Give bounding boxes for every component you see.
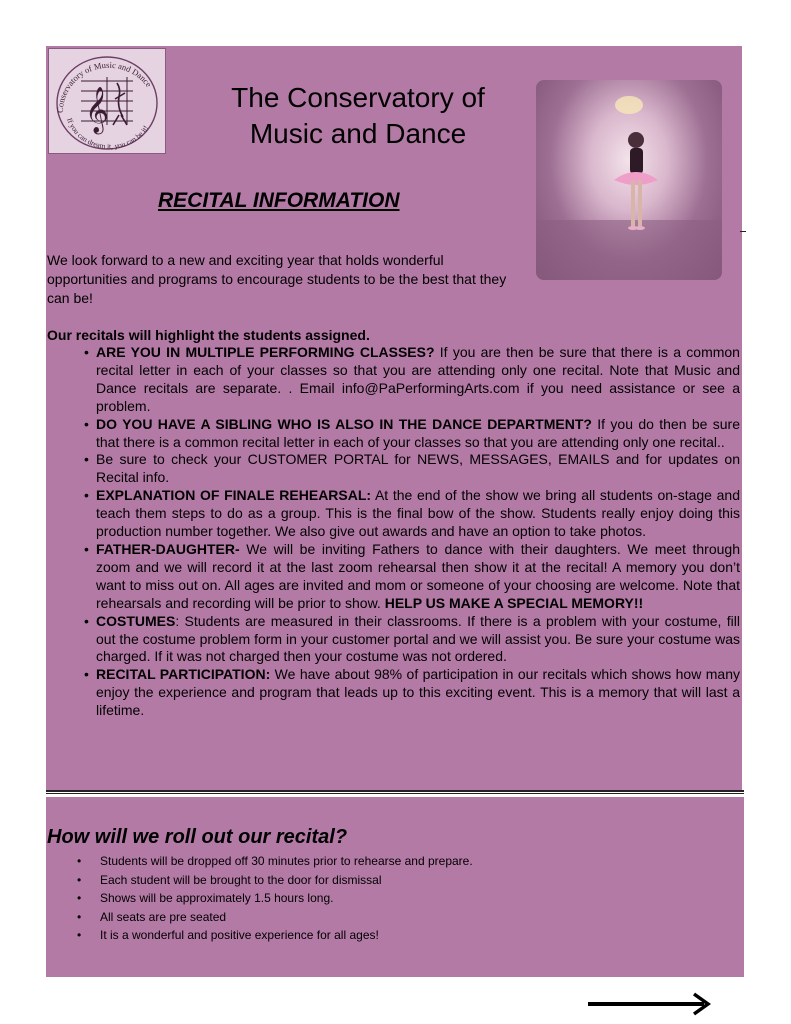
rollout-heading: How will we roll out our recital? (47, 826, 348, 848)
recital-info-heading: RECITAL INFORMATION (158, 189, 400, 212)
logo-emblem (49, 49, 165, 153)
list-item: • Be sure to check your CUSTOMER PORTAL for NEWS, MESSAGES, EMAILS and for updates on Recital info. (80, 451, 740, 487)
next-page-arrow-icon[interactable] (588, 990, 712, 1018)
dancer-figure-icon (113, 83, 127, 125)
section-divider-top (46, 790, 744, 792)
list-item: • COSTUMES: Students are measured in their classrooms. If there is a problem with your costume, fill out the costume problem form in your customer portal and we will assist you. Be sure your costume was charged. If it was not charged then your costume was not ordered. (80, 613, 740, 667)
conservatory-logo (48, 48, 166, 154)
list-item: • ARE YOU IN MULTIPLE PERFORMING CLASSES? If you are then be sure that there is a common recital letter in each of your classes so that you are attending only one recital. Note that Music and Dance recitals are separate. . Email info@PaPerformingArts.com if you need assistance or see a problem. (80, 344, 740, 416)
title-line-2: Music and Dance (249, 118, 467, 149)
chandelier-icon (615, 96, 643, 114)
intro-paragraph: We look forward to a new and exciting year that holds wonderful opportunities and programs to encourage students to be the best that they can be! (47, 252, 507, 306)
edge-tick (740, 231, 746, 232)
section-divider-bottom (46, 793, 744, 794)
ballerina-illustration (536, 80, 722, 280)
list-item: • RECITAL PARTICIPATION: We have about 98% of participation in our recitals which shows how many enjoy the experience and program that leads up to this exciting event. This is a memory that will last a lifetime. (80, 666, 740, 720)
list-item: • Each student will be brought to the door for dismissal (74, 871, 473, 890)
ballerina-stage-photo (536, 80, 722, 280)
list-item: • FATHER-DAUGHTER- We will be inviting Fathers to dance with their daughters. We meet through zoom and we will record it at the last zoom rehearsal then show it at the recital! A memory you don’t want to miss out on. All ages are invited and mom or someone of your choosing are welcome. Note that rehearsals and recording will be prior to show. HELP US MAKE A SPECIAL MEMORY!! (80, 541, 740, 613)
list-item: • All seats are pre seated (74, 908, 473, 927)
logo-arc-bottom-text: If you can dream it, you can be it! (65, 116, 151, 151)
page-title (180, 80, 536, 152)
list-item: • EXPLANATION OF FINALE REHEARSAL: At the end of the show we bring all students on-stage and teach them steps to do as a group. This is the final bow of the show. Students really enjoy doing this production number together. We also give out awards and have an option to take photos. (80, 487, 740, 541)
list-item: • DO YOU HAVE A SIBLING WHO IS ALSO IN THE DANCE DEPARTMENT? If you do then be sure that there is a common recital letter in each of your classes so that you are attending only one recital.. (80, 416, 740, 452)
list-item: • Students will be dropped off 30 minutes prior to rehearse and prepare. (74, 852, 473, 871)
highlight-statement: Our recitals will highlight the students assigned. (47, 327, 370, 343)
list-item: • It is a wonderful and positive experience for all ages! (74, 926, 473, 945)
rollout-list (74, 852, 473, 945)
recital-info-list (80, 344, 740, 720)
title-line-1: The Conservatory of (231, 82, 485, 113)
list-item: • Shows will be approximately 1.5 hours long. (74, 889, 473, 908)
treble-clef-icon: 𝄞 (85, 87, 109, 133)
logo-arc-top-text: Conservatory of Music and Dance (54, 59, 154, 114)
